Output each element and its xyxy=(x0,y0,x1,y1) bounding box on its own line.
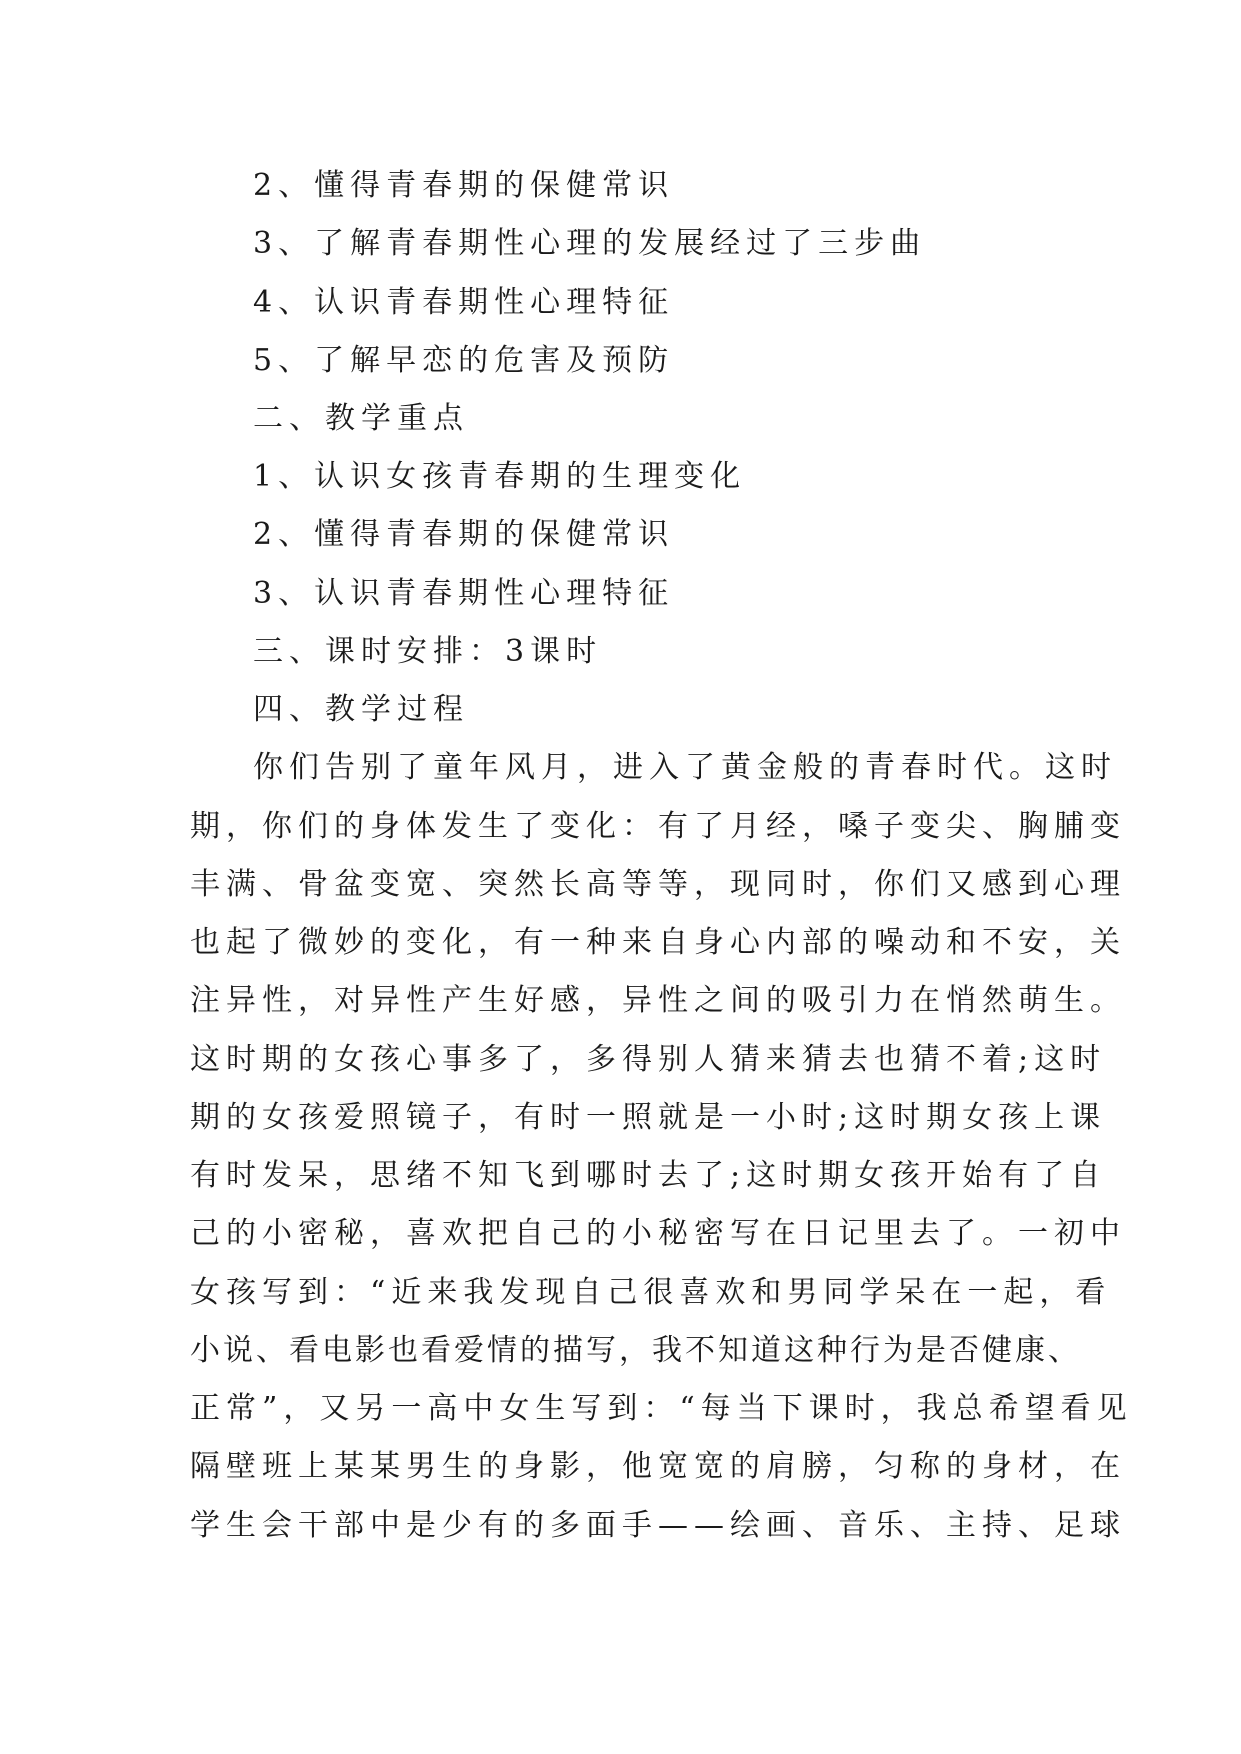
paragraph-line: 女孩写到：“近来我发现自己很喜欢和男同学呆在一起，看 xyxy=(190,1275,1112,1310)
list-item: 1、认识女孩青春期的生理变化 xyxy=(253,459,747,494)
list-item: 3、认识青春期性心理特征 xyxy=(253,576,675,611)
paragraph-line: 期的女孩爱照镜子，有时一照就是一小时;这时期女孩上课 xyxy=(190,1100,1107,1135)
paragraph-line: 这时期的女孩心事多了，多得别人猜来猜去也猜不着;这时 xyxy=(190,1042,1107,1077)
section-heading: 四、教学过程 xyxy=(253,692,469,727)
paragraph-line: 学生会干部中是少有的多面手——绘画、音乐、主持、足球 xyxy=(190,1508,1126,1543)
list-item: 4、认识青春期性心理特征 xyxy=(253,285,675,320)
section-heading: 二、教学重点 xyxy=(253,401,469,436)
paragraph-line: 注异性，对异性产生好感，异性之间的吸引力在悄然萌生。 xyxy=(190,983,1126,1018)
paragraph-line: 也起了微妙的变化，有一种来自身心内部的噪动和不安，关 xyxy=(190,925,1126,960)
paragraph-line: 小说、看电影也看爱情的描写，我不知道这种行为是否健康、 xyxy=(190,1333,1081,1368)
list-item: 2、懂得青春期的保健常识 xyxy=(253,168,675,203)
section-heading: 三、课时安排：3课时 xyxy=(253,634,603,669)
list-item: 2、懂得青春期的保健常识 xyxy=(253,517,675,552)
list-item: 5、了解早恋的危害及预防 xyxy=(253,343,675,378)
paragraph-line: 有时发呆，思绪不知飞到哪时去了;这时期女孩开始有了自 xyxy=(190,1158,1107,1193)
paragraph-line: 你们告别了童年风月，进入了黄金般的青春时代。这时 xyxy=(253,750,1117,785)
paragraph-line: 期，你们的身体发生了变化：有了月经，嗓子变尖、胸脯变 xyxy=(190,809,1126,844)
paragraph-line: 己的小密秘，喜欢把自己的小秘密写在日记里去了。一初中 xyxy=(190,1216,1126,1251)
list-item: 3、了解青春期性心理的发展经过了三步曲 xyxy=(253,226,927,261)
paragraph-line: 丰满、骨盆变宽、突然长高等等，现同时，你们又感到心理 xyxy=(190,867,1126,902)
paragraph-line: 正常”，又另一高中女生写到：“每当下课时，我总希望看见 xyxy=(190,1391,1133,1426)
paragraph-line: 隔壁班上某某男生的身影，他宽宽的肩膀，匀称的身材，在 xyxy=(190,1449,1126,1484)
